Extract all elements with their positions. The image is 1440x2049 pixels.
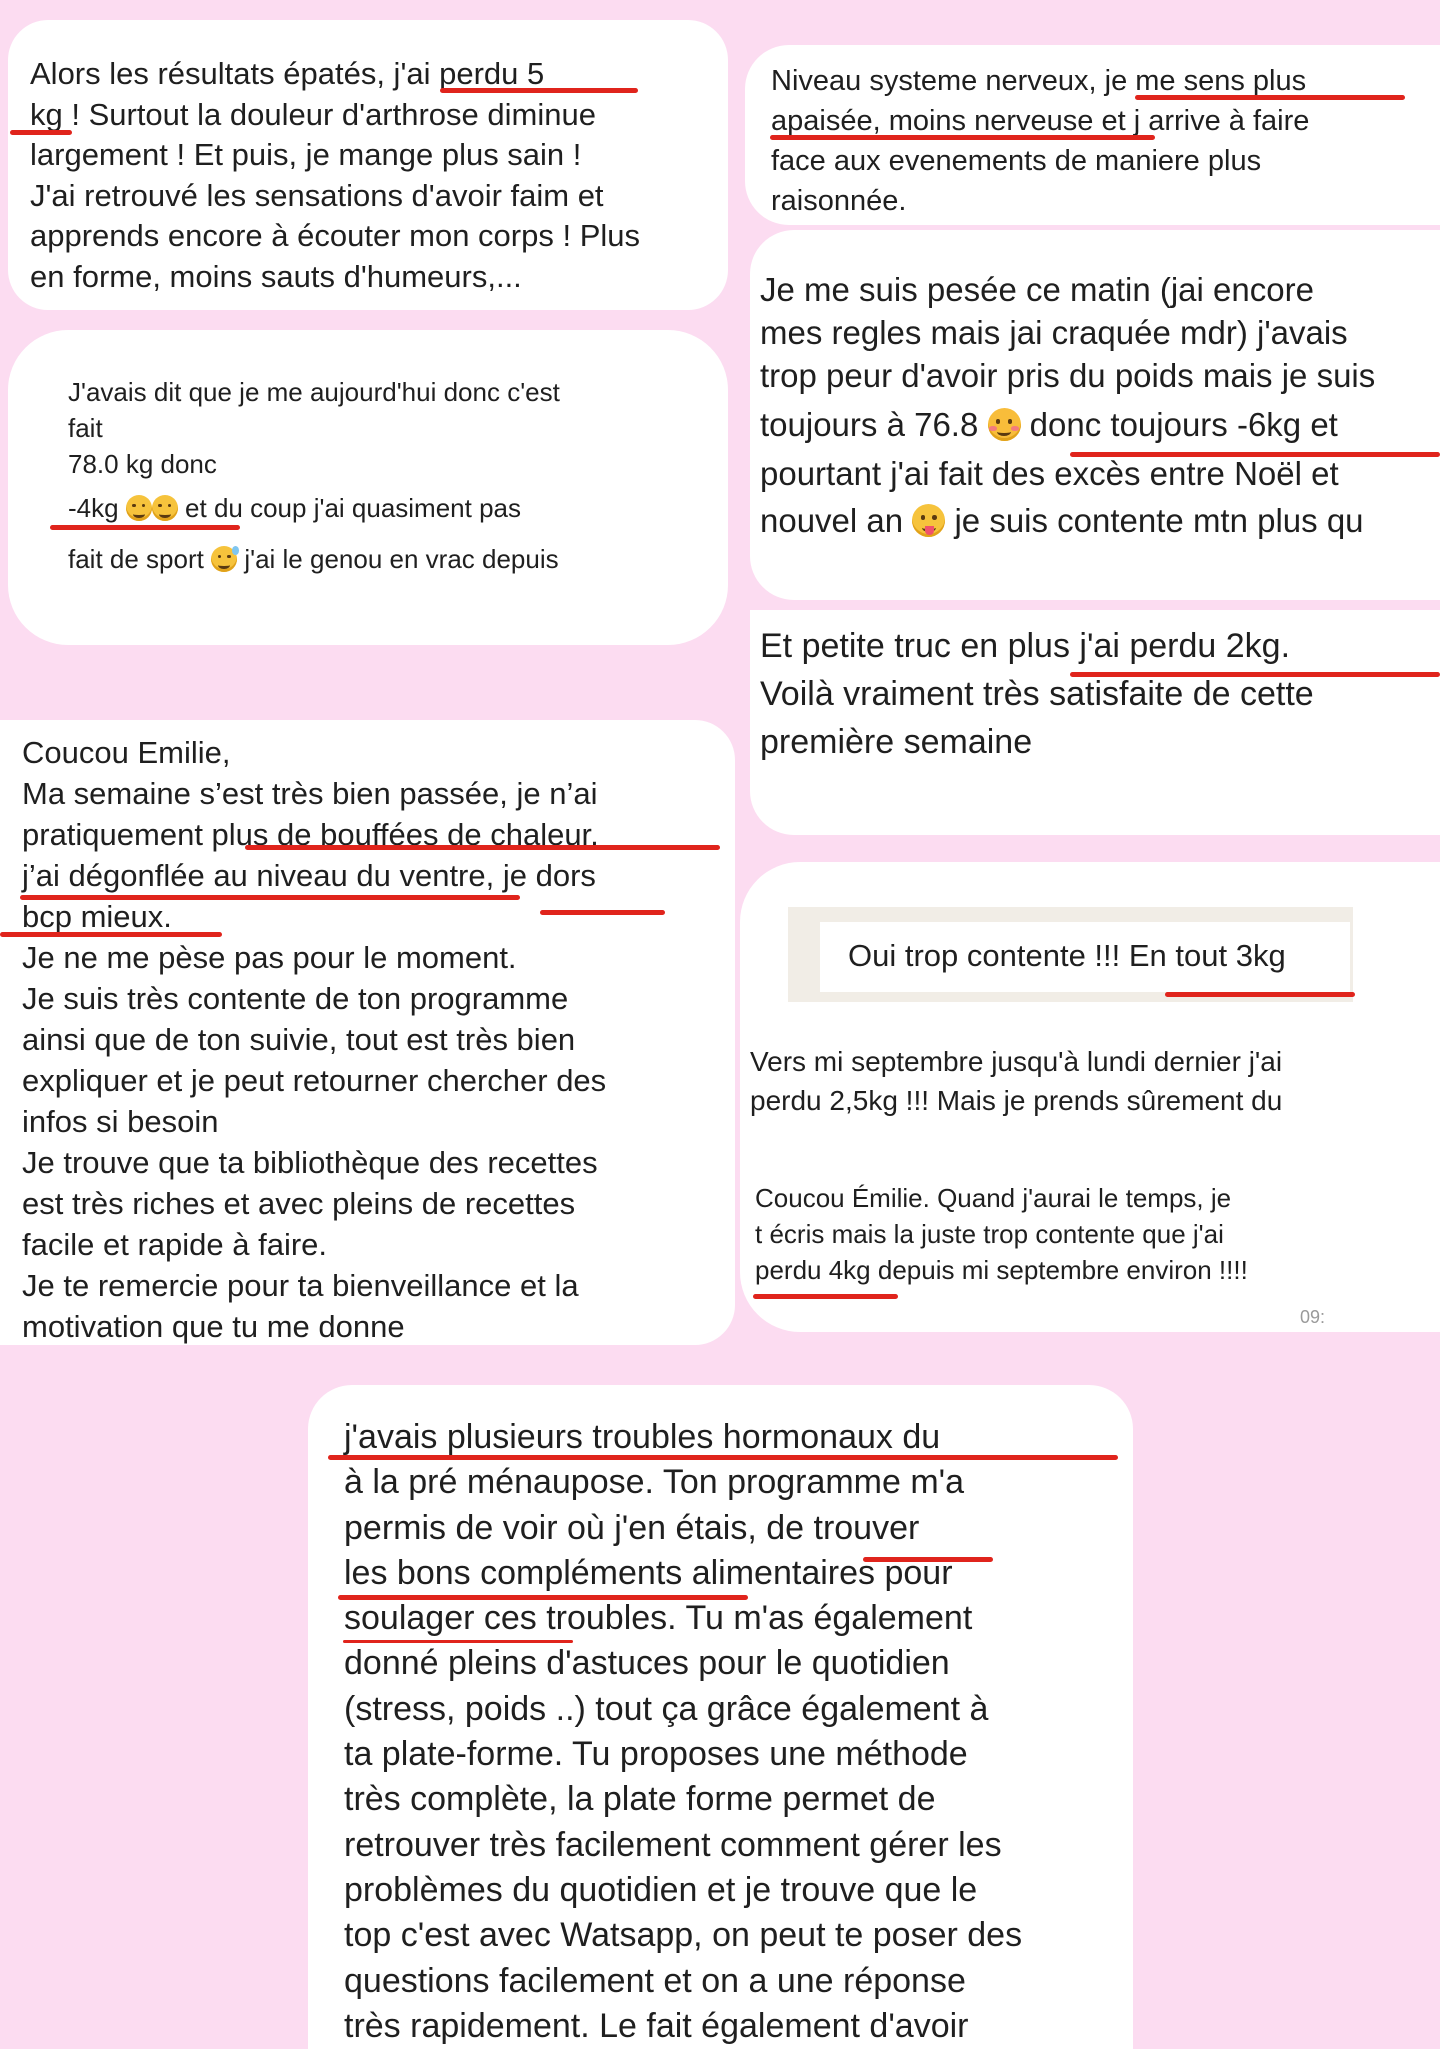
highlight-underline — [338, 1595, 748, 1600]
testimonial-card-d — [745, 45, 1440, 225]
text-line: Et petite truc en plus j'ai perdu 2kg. — [760, 627, 1291, 665]
text-line: apprends encore à écouter mon corps ! Plus — [30, 218, 641, 253]
testimonial-card-b — [8, 330, 728, 645]
text-fragment: toujours à 76.8 — [760, 406, 979, 443]
text-line: retrouver très facilement comment gérer les — [344, 1825, 1002, 1864]
smiling-eyes-emoji-icon — [152, 495, 178, 521]
text-line: J'avais dit que je me aujourd'hui donc c'est — [68, 377, 560, 407]
message-bubble-b — [48, 360, 688, 600]
text-fragment: nouvel an — [760, 502, 904, 539]
message-timestamp: 09: — [1300, 1307, 1326, 1327]
text-line: Je te remercie pour ta bienveillance et la — [22, 1268, 579, 1303]
text-line: questions facilement et on a une réponse — [344, 1961, 966, 2000]
text-line: largement ! Et puis, je mange plus sain ! — [30, 137, 582, 172]
text-line: Je suis très contente de ton programme — [22, 981, 569, 1016]
text-line: pratiquement plus de bouffées de chaleur, — [22, 817, 599, 852]
text-line: très rapidement. Le fait également d'avoir — [344, 2006, 969, 2045]
testimonial-text-h — [750, 1042, 1380, 1120]
text-line: permis de voir où j'en étais, de trouver — [344, 1508, 920, 1547]
highlight-underline — [1070, 452, 1440, 457]
text-line: j’ai dégonflée au niveau du ventre, je dors — [22, 858, 596, 893]
testimonial-text-c — [22, 732, 735, 1345]
tongue-wink-emoji-icon — [912, 504, 945, 537]
highlight-underline — [863, 1557, 993, 1562]
highlight-underline — [1165, 992, 1355, 997]
text-line: (stress, poids ..) tout ça grâce également à — [344, 1689, 989, 1728]
text-line: Coucou Émilie. Quand j'aurai le temps, je — [755, 1183, 1232, 1213]
highlight-underline — [1135, 95, 1405, 100]
testimonial-text-b — [68, 374, 688, 584]
highlight-underline — [328, 1455, 1118, 1460]
text-line: raisonnée. — [771, 185, 907, 217]
text-line: expliquer et je peut retourner chercher des — [22, 1063, 607, 1098]
testimonial-card-j — [308, 1385, 1133, 2049]
weight-loss-text: donc toujours -6kg et — [1029, 406, 1338, 443]
smiling-hearts-emoji-icon — [988, 408, 1021, 441]
highlight-underline — [50, 525, 240, 530]
testimonial-card-ghi — [740, 862, 1440, 1332]
testimonial-card-e — [750, 230, 1440, 600]
text-line: très complète, la plate forme permet de — [344, 1780, 936, 1819]
text-line: motivation que tu me donne — [22, 1309, 405, 1344]
testimonial-text-d — [771, 61, 1440, 221]
sweat-smile-emoji-icon — [211, 546, 237, 572]
text-line: Je me suis pesée ce matin (jai encore — [760, 271, 1314, 308]
testimonial-card-c — [0, 720, 735, 1345]
text-line: 78.0 kg donc — [68, 449, 217, 479]
text-line: trop peur d'avoir pris du poids mais je suis — [760, 357, 1376, 394]
text-line: infos si besoin — [22, 1104, 219, 1139]
text-line: J'ai retrouvé les sensations d'avoir faim et — [30, 177, 604, 213]
text-line: est très riches et avec pleins de recettes — [22, 1186, 576, 1221]
text-fragment: j'ai le genou en vrac depuis — [244, 544, 559, 574]
text-line: Je trouve que ta bibliothèque des recettes — [22, 1145, 598, 1180]
text-line: Vers mi septembre jusqu'à lundi dernier j'ai — [750, 1046, 1283, 1077]
text-line: en forme, moins sauts d'humeurs,... — [30, 258, 522, 294]
smiling-eyes-emoji-icon — [126, 495, 152, 521]
testimonial-text-i — [755, 1180, 1440, 1288]
highlight-underline — [1070, 672, 1440, 677]
message-bubble-j — [328, 1415, 1113, 2049]
testimonial-card-a — [8, 20, 728, 310]
highlight-underline — [343, 1640, 573, 1643]
text-fragment: je suis contente mtn plus qu — [954, 502, 1364, 539]
highlight-underline — [20, 895, 520, 900]
testimonial-text-f — [760, 622, 1440, 766]
text-fragment: fait de sport — [68, 544, 204, 574]
text-line: pourtant j'ai fait des excès entre Noël et — [760, 455, 1339, 492]
text-line: problèmes du quotidien et je trouve que le — [344, 1870, 978, 1909]
text-line: les bons compléments alimentaires pour — [344, 1553, 953, 1592]
highlight-underline — [540, 910, 665, 915]
text-line: kg ! Surtout la douleur d'arthrose diminue — [30, 96, 596, 132]
text-line: soulager ces troubles. Tu m'as également — [344, 1599, 973, 1638]
text-line: face aux evenements de maniere plus — [771, 145, 1262, 177]
text-line: t écris mais la juste trop contente que j'ai — [755, 1219, 1224, 1249]
text-line: fait — [68, 413, 103, 443]
highlight-underline — [245, 845, 720, 850]
text-line — [760, 397, 1440, 452]
text-line: à la pré ménaupose. Ton programme m'a — [344, 1463, 965, 1502]
text-line: mes regles mais jai craquée mdr) j'avais — [760, 314, 1348, 351]
highlight-underline — [753, 1294, 898, 1299]
text-line — [760, 495, 1440, 547]
highlight-underline — [440, 88, 638, 93]
text-line: ainsi que de ton suivie, tout est très bien — [22, 1022, 576, 1057]
highlight-underline — [0, 932, 222, 937]
text-line: top c'est avec Watsapp, on peut te poser des — [344, 1916, 1023, 1955]
text-line — [68, 534, 688, 584]
text-line: perdu 4kg depuis mi septembre environ !!!! — [755, 1255, 1248, 1285]
text-line: Niveau systeme nerveux, je me sens plus — [771, 65, 1307, 97]
message-bubble-g — [820, 922, 1350, 992]
text-fragment: et du coup j'ai quasiment pas — [185, 493, 522, 523]
text-line: bcp mieux. — [22, 899, 172, 934]
text-line: Ma semaine s’est très bien passée, je n’ai — [22, 776, 598, 811]
weight-loss-text: -4kg — [68, 493, 119, 523]
text-line: première semaine — [760, 723, 1033, 761]
text-line: Voilà vraiment très satisfaite de cette — [760, 675, 1314, 713]
testimonial-text-j — [344, 1415, 1113, 2049]
text-line: Oui trop contente !!! En tout 3kg — [848, 938, 1286, 973]
highlight-underline — [10, 130, 72, 135]
text-line: j'avais plusieurs troubles hormonaux du — [344, 1418, 941, 1456]
text-line: perdu 2,5kg !!! Mais je prends sûrement du — [750, 1085, 1283, 1116]
text-line: facile et rapide à faire. — [22, 1227, 328, 1262]
testimonial-card-f — [750, 610, 1440, 835]
text-line: ta plate-forme. Tu proposes une méthode — [344, 1735, 968, 1774]
text-line: Coucou Emilie, — [22, 735, 231, 770]
text-line: donné pleins d'astuces pour le quotidien — [344, 1644, 950, 1683]
text-line: Alors les résultats épatés, j'ai perdu 5 — [30, 56, 545, 91]
testimonial-text-g — [848, 936, 1350, 976]
text-line: apaisée, moins nerveuse et j arrive à faire — [771, 105, 1310, 137]
message-bubble-h — [740, 1042, 1380, 1130]
text-line: Je ne me pèse pas pour le moment. — [22, 940, 517, 975]
highlight-underline — [770, 135, 1155, 140]
testimonial-text-e — [760, 268, 1440, 547]
